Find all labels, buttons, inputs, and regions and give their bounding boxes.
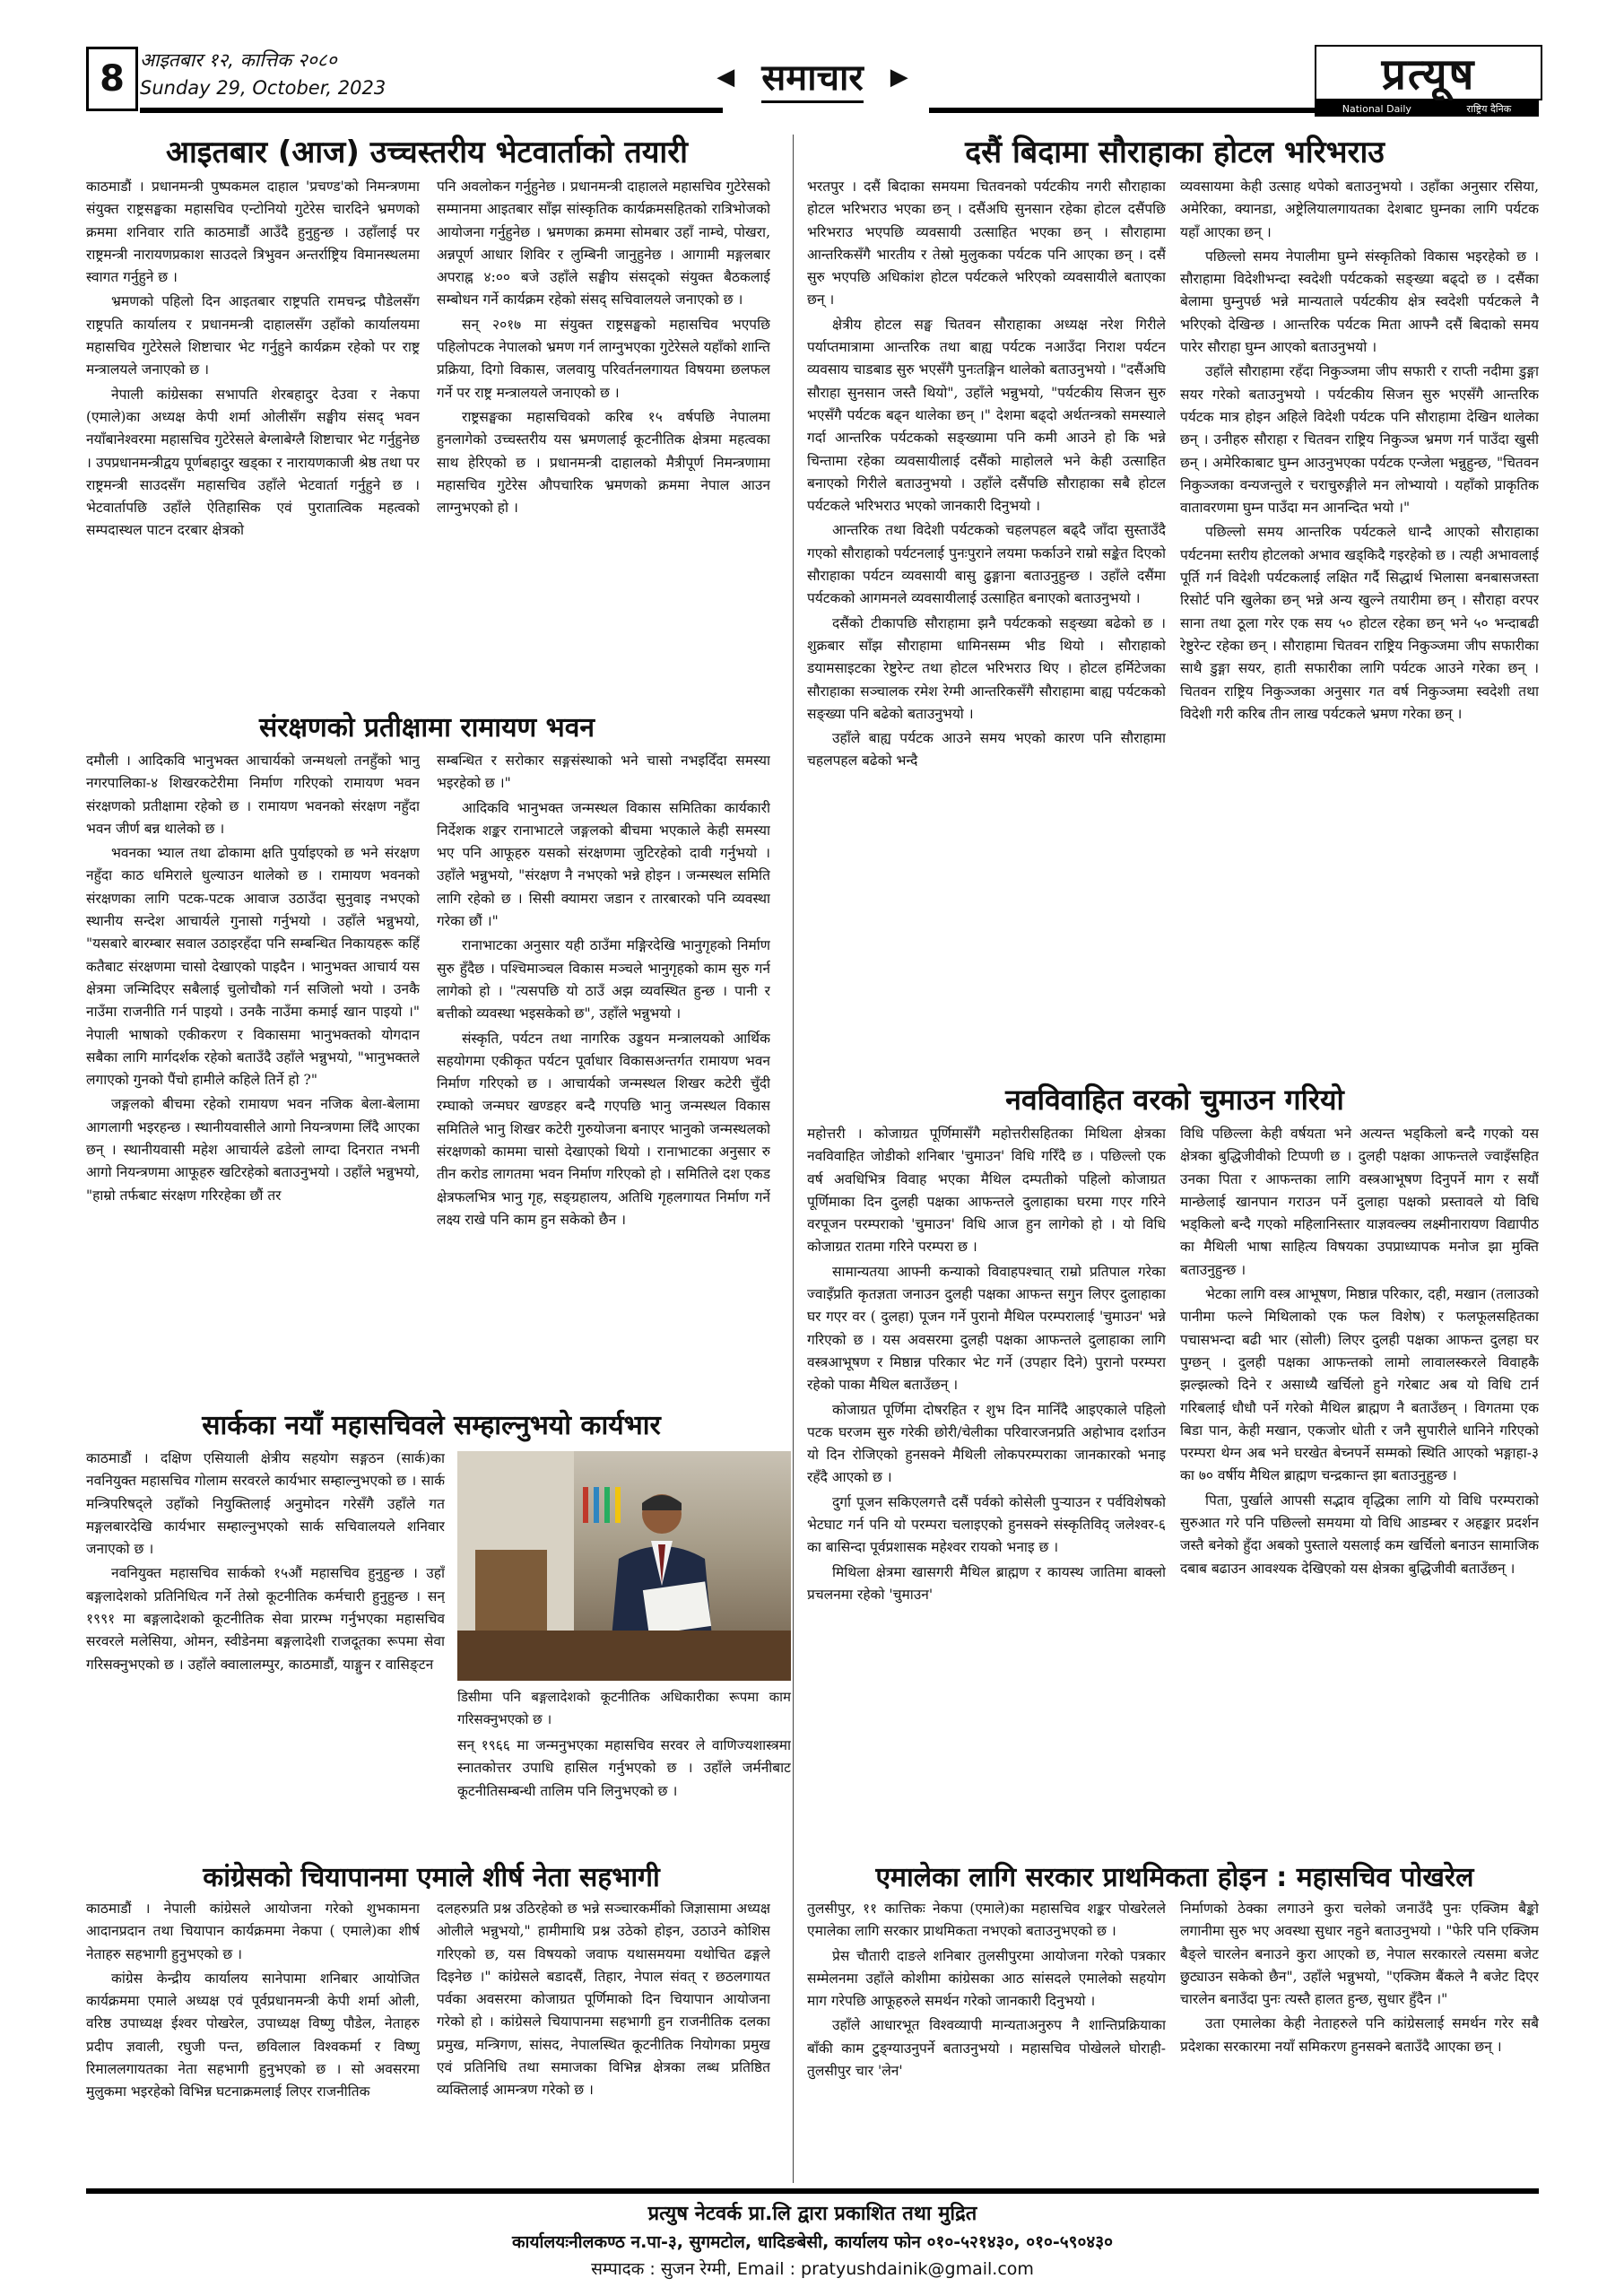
issue-date — [140, 47, 418, 106]
paragraph: उहाँले आधारभूत विश्वव्यापी मान्यताअनुरुप नै शान्तिप्रक्रियाका बाँकी काम टुङ्ग्याउनुपर्ने बताउनुभयो । महासचिव पोखेलले घोराही-तुलसीपुर चार 'लेन' — [807, 2017, 1166, 2080]
paragraph: उहाँले बाह्य पर्यटक आउने समय भएको कारण पनि सौराहामा चहलपहल बढेको भन्दै — [807, 730, 1166, 770]
headline-article-7: एमालेका लागि सरकार प्राथमिकता होइन : महासचिव पोखरेल — [875, 1862, 1474, 1893]
sarc-secretary-photo — [457, 1451, 791, 1681]
photo-document — [643, 1581, 711, 1634]
paragraph: तुलसीपुर, ११ कात्तिकः नेकपा (एमाले)का महासचिव शङ्कर पोखरेलले एमालेका लागि सरकार प्राथमिकता नभएको बताउनुभएको छ । — [807, 1900, 1166, 1940]
paragraph: सम्बन्धित र सरोकार सङ्गसंस्थाको भने चासो नभइदिँदा समस्या भइरहेको छ ।" — [437, 752, 770, 792]
article-7-col-1 — [807, 1898, 1166, 2183]
paragraph: प्रेस चौतारी दाङले शनिबार तुलसीपुरमा आयोजना गरेको पत्रकार सम्मेलनमा उहाँले कोशीमा कांग्रेसका आठ सांसदले एमालेको सहयोग माग गरेपछि आफूहरुले समर्थन गरेको जानकारी दिनुभयो । — [807, 1947, 1166, 2010]
paragraph: दसैंको टीकापछि सौराहामा झनै पर्यटकको सङ्ख्या बढेको छ । शुक्रबार साँझ सौराहामा धामिनसम्म भीड थियो । सौराहाको डयामसाइटका रेष्टुरेन्ट तथा होटल भरिभराउ थिए । होटल हर्मिटेजका सौराहाका सञ्चालक रमेश रेग्मी आन्तरिकसँगै सौराहामा बाह्य पर्यटकको सङ्ख्या पनि बढेको बताउनुभयो । — [807, 614, 1166, 722]
paragraph: सन् २०१७ मा संयुक्त राष्ट्रसङ्घको महासचिव भएपछि पहिलोपटक नेपालको भ्रमण गर्न लाग्नुभएका गुटेरेसले यहाँको शान्ति प्रक्रिया, दिगो विकास, जलवायु परिवर्तनलगायत विषयमा छलफल गर्ने पर राष्ट्र मन्त्रालयले जनाएको छ । — [437, 316, 770, 401]
publisher-line: प्रत्युष नेटवर्क प्रा.लि द्वारा प्रकाशित तथा मुद्रित — [647, 2203, 977, 2225]
paragraph: मिथिला क्षेत्रमा खासगरी मैथिल ब्राह्मण र कायस्थ जातिमा बाक्लो प्रचलनमा रहेको 'चुमाउन' — [807, 1563, 1166, 1603]
arrow-left-icon: ◀ — [716, 64, 735, 91]
logo-wordmark: प्रत्यूष — [1315, 45, 1542, 100]
paragraph: रानाभाटका अनुसार यही ठाउँमा मङ्गिरदेखि भानुगृहको निर्माण सुरु हुँदैछ । पश्चिमाञ्चल विकास मञ्चले भानुगृहको काम सुरु गर्न लागेको हो । "त्यसपछि यो ठाउँ अझ व्यवस्थित हुन्छ । पानी र बत्तीको व्यवस्था भइसकेको छ", उहाँले भन्नुभयो । — [437, 937, 770, 1022]
photo-flag — [583, 1487, 588, 1523]
paragraph: कांग्रेस केन्द्रीय कार्यालय सानेपामा शनिबार आयोजित कार्यक्रममा एमाले अध्यक्ष एवं पूर्वप्रधानमन्त्री केपी शर्मा ओली, वरिष्ठ उपाध्यक्ष ईश्वर पोखरेल, उपाध्यक्ष विष्णु पौडेल, नेताहरु प्रदीप ज्ञवाली, रघुजी पन्त, छविलाल विश्वकर्मा र विष्णु रिमाललगायतका नेता सहभागी हुनुभएको छ । सो अवसरमा मुलुकमा भइरहेको विभिन्न घटनाक्रमलाई लिएर राजनीतिक — [86, 1970, 420, 2100]
article-7-col-2 — [1180, 1898, 1539, 2183]
paragraph: व्यवसायमा केही उत्साह थपेको बताउनुभयो । उहाँका अनुसार रसिया, अमेरिका, क्यानडा, अष्ट्रेलियालगायतका देशबाट घुम्नका लागि पर्यटक यहाँ आएका छन् । — [1180, 178, 1539, 240]
column-divider — [793, 135, 794, 2183]
paragraph: आन्तरिक तथा विदेशी पर्यटकको चहलपहल बढ्दै जाँदा सुस्ताउँदै गएको सौराहाको पर्यटनलाई पुनःपुराने लयमा फर्काउने राम्रो सङ्केत दिएको सौराहाका पर्यटन व्यवसायी बासु ढुङ्गाना बताउनुहुन्छ । उहाँले दसैंमा पर्यटकको आगमनले व्यवसायीलाई उत्साहित बनाएको बताउनुभयो । — [807, 522, 1166, 607]
photo-desk — [457, 1631, 791, 1681]
paragraph: पिता, पुर्खाले आपसी सद्भाव वृद्धिका लागि यो विधि परम्पराको सुरुआत गरे पनि पछिल्लो समयमा यो विधि आडम्बर र अहङ्कार प्रदर्शन जस्तै बनेको हुँदा अबको पुस्ताले यसलाई कम खर्चिलो बनाउन सामाजिक दबाब बढाउन आवश्यक देखिएको यस क्षेत्रका बुद्धिजीवी बताउँछन् । — [1180, 1492, 1539, 1577]
article-4-col-1 — [86, 1448, 445, 1853]
paragraph: दलहरुप्रति प्रश्न उठिरहेको छ भन्ने सञ्चारकर्मीको जिज्ञासामा अध्यक्ष ओलीले भन्नुभयो," हामीमाथि प्रश्न उठेको होइन, उठाउने कोशिस गरिएको छ, यस विषयको जवाफ यथासमयमा यथोचित ढङ्गले दिइनेछ ।" कांग्रेसले बडादसैं, तिहार, नेपाल संवत् र छठलगायत पर्वका अवसरमा कोजाग्रत पूर्णिमाको दिन चियापान आयोजना गरेको हो । कांग्रेसले चियापानमा सहभागी हुन राजनीतिक दलका प्रमुख, मन्त्रिगण, सांसद, नेपालस्थित कूटनीतिक नियोगका प्रमुख एवं प्रतिनिधि तथा समाजका विभिन्न क्षेत्रका लब्ध प्रतिष्ठित व्यक्तिलाई आमन्त्रण गरेको छ । — [437, 1900, 770, 2099]
paragraph: आदिकवि भानुभक्त जन्मस्थल विकास समितिका कार्यकारी निर्देशक शङ्कर रानाभाटले जङ्गलको बीचमा भएकाले केही समस्या भए पनि आफूहरु यसको संरक्षणमा जुटिरहेको दावी गर्नुभयो । उहाँले भन्नुभयो, "संरक्षण नै नभएको भन्ने होइन । जन्मस्थल समिति लागि रहेको छ । सिसी क्यामरा जडान र तारबारको पनि व्यवस्था गरेका छौं ।" — [437, 799, 770, 930]
article-5-col-2 — [1180, 1123, 1539, 1840]
paragraph: पछिल्लो समय आन्तरिक पर्यटकले धान्दै आएको सौराहाका पर्यटनमा स्तरीय होटलको अभाव खड्किदै गइरहेको छ । त्यही अभावलाई पूर्ति गर्न विदेशी पर्यटकलाई लक्षित गर्दै सिद्धार्थ भिलासा बनबासजस्ता रिसोर्ट पनि खुलेका छन् भन्ने अन्य खुल्ने तयारीमा छन् । सौराहा वरपर साना तथा ठूला गरेर एक सय ५० होटल रहेका छन् भने ५० भन्दाबढी रेष्टुरेन्ट रहेका छन् । सौराहामा चितवन राष्ट्रिय निकुञ्जमा जीप सफारीका साथै डुङ्गा सयर, हाती सफारीका लागि पर्यटक आउने गरेका छन् । चितवन राष्ट्रिय निकुञ्जका अनुसार गत वर्ष निकुञ्जमा स्वदेशी तथा विदेशी गरी करिब तीन लाख पर्यटकले भ्रमण गरेका छन् । — [1180, 524, 1539, 722]
paragraph: राष्ट्रसङ्घका महासचिवको करिब १५ वर्षपछि नेपालमा हुनलागेको उच्चस्तरीय यस भ्रमणलाई कूटनीतिक क्षेत्रमा महत्वका साथ हेरिएको छ । प्रधानमन्त्री दाहालको मैत्रीपूर्ण निमन्त्रणामा महासचिव गुटेरेस औपचारिक भ्रमणको क्रममा नेपाल आउन लाग्नुभएको हो । — [437, 408, 770, 517]
headline-article-3: संरक्षणको प्रतीक्षामा रामायण भवन — [258, 712, 595, 744]
paragraph: सन् १९६६ मा जन्मनुभएका महासचिव सरवर ले वाणिज्यशास्त्रमा स्नातकोत्तर उपाधि हासिल गर्नुभएको छ । उहाँले जर्मनीबाट कूटनीतिसम्बन्धी तालिम पनि लिनुभएको छ । — [457, 1737, 791, 1799]
paragraph: दुर्गा पूजन सकिएलगत्तै दसैं पर्वको कोसेली पुऱ्याउन र पर्वविशेषको भेटघाट गर्न पनि यो परम्परा चलाइएको हुनसक्ने संस्कृतिविद् जलेश्वर-६ का बासिन्दा पूर्वप्रशासक महेश्वर रायको भनाइ छ । — [807, 1493, 1166, 1556]
article-5-col-1 — [807, 1123, 1166, 1840]
article-2-col-2 — [1180, 176, 1539, 1073]
headline-article-6: कांग्रेसको चियापानमा एमाले शीर्ष नेता सहभागी — [203, 1862, 660, 1893]
date-nepali: आइतबार १२, कात्तिक २०८० — [140, 49, 337, 71]
paragraph: क्षेत्रीय होटल सङ्घ चितवन सौराहाका अध्यक्ष नरेश गिरीले पर्याप्तमात्रामा आन्तरिक तथा बाह्य पर्यटक नआउँदा निराश पर्यटन व्यवसाय चाडबाड सुरु भएसँगै पुनःतङ्गिन थालेको बताउनुभयो । "दसैंअघि सौराहा सुनसान जस्तै थियो", उहाँले भन्नुभयो, "पर्यटकीय सिजन सुरु भएसँगै पर्यटक बढ्न थालेका छन् ।" देशमा बढ्दो अर्थतन्त्रको समस्याले गर्दा आन्तरिक पर्यटकको सङ्ख्यामा पनि कमी आउने हो कि भन्ने चिन्तामा रहेका व्यवसायीलाई दसैंको माहोलले भने केही उत्साहित बनाएको गिरीले बताउनुभयो । उहाँले दसैंपछि सौराहाका सबै होटल पर्यटकले भरिभराउ भएको जानकारी दिनुभयो । — [807, 316, 1166, 515]
logo-sub-english: National Daily — [1342, 102, 1411, 115]
paragraph: उता एमालेका केही नेताहरुले पनि कांग्रेसलाई समर्थन गरेर सबै प्रदेशका सरकारमा नयाँ समिकरण हुनसक्ने बताउँदै आएका छन् । — [1180, 2015, 1539, 2055]
paragraph: काठमाडौं । दक्षिण एसियाली क्षेत्रीय सहयोग सङ्गठन (सार्क)का नवनियुक्त महासचिव गोलाम सरवरले कार्यभार सम्हाल्नुभएको छ । सार्क मन्त्रिपरिषद्ले उहाँको नियुक्तिलाई अनुमोदन गरेसँगै उहाँले गत मङ्गलबारदेखि कार्यभार सम्हाल्नुभएको सार्क सचिवालयले शनिवार जनाएको छ । — [86, 1450, 445, 1558]
headline-article-1: आइतबार (आज) उच्चस्तरीय भेटवार्ताको तयारी — [166, 135, 688, 170]
imprint-footer — [86, 2188, 1539, 2287]
paragraph: निर्माणको ठेक्का लगाउने कुरा चलेको जनाउँदै पुनः एक्जिम बैङ्को लगानीमा सुरु भए अवस्था सुधार नहुने बताउनुभयो । "फेरि पनि एक्जिम बैङ्ले चारलेन बनाउने कुरा आएको छ, नेपाल सरकारले त्यसमा बजेट छुट्याउन सकेको छैन", उहाँले भन्नुभयो, "एक्जिम बैंकले नै बजेट दिएर चारलेन बनाउँदा पुनः त्यस्तै हालत हुन्छ, सुधार हुँदैन ।" — [1180, 1900, 1539, 2008]
paragraph: महोत्तरी । कोजाग्रत पूर्णिमासँगै महोत्तरीसहितका मिथिला क्षेत्रका नवविवाहित जोडीको शनिबार 'चुमाउन' विधि गरिँदै छ । पछिल्लो एक वर्ष अवधिभित्र विवाह भएका मैथिल दम्पतीको पहिलो कोजाग्रत पूर्णिमाका दिन दुलही पक्षका आफन्तले दुलाहाका घरमा गएर गरिने वरपूजन परम्पराको 'चुमाउन' विधि आज हुन लागेको हो । यो विधि कोजाग्रत रातमा गरिने परम्परा छ । — [807, 1126, 1166, 1256]
paragraph: सामान्यतया आफ्नी कन्याको विवाहपश्चात् राम्रो प्रतिपाल गरेका ज्वाइँप्रति कृतज्ञता जनाउन दुलही पक्षका आफन्त सगुन लिएर दुलाहाका घर गएर वर ( दुलहा) पूजन गर्ने पुरानो मैथिल परम्परालाई 'चुमाउन' भन्ने गरिएको छ । यस अवसरमा दुलही पक्षका आफन्तले दुलाहाका लागि वस्त्रआभूषण र मिष्ठान्न परिकार भेट गर्ने (उपहार दिने) पुरानो परम्परा रहेको पाका मैथिल बताउँछन् । — [807, 1263, 1166, 1394]
article-1-col-2 — [437, 176, 770, 700]
paragraph: जङ्गलको बीचमा रहेको रामायण भवन नजिक बेला-बेलामा आगलागी भइरहन्छ । स्थानीयवासीले आगो नियन्त्रणमा लिँदै आएका छन् । स्थानीयवासी महेश आचार्यले ढडेलो लाग्दा दिनरात नभनी आगो नियन्त्रणमा आफूहरु खटिरहेको बताउनुभयो । उहाँले भन्नुभयो, "हाम्रो तर्फबाट संरक्षण गरिरहेका छौं तर — [86, 1096, 420, 1204]
article-6-col-2 — [437, 1898, 770, 2183]
paragraph: दमौली । आदिकवि भानुभक्त आचार्यको जन्मथलो तनहुँको भानु नगरपालिका-४ शिखरकटेरीमा निर्माण गरिएको रामायण भवन संरक्षणको प्रतीक्षामा रहेको छ । रामायण भवनको संरक्षण नहुँदा भवन जीर्ण बन्न थालेको छ । — [86, 752, 420, 837]
article-2-col-1 — [807, 176, 1166, 1073]
article-4-caption: डिसीमा पनि बङ्गलादेशको कूटनीतिक अधिकारीका रूपमा काम गरिसक्नुभएको छ । — [457, 1689, 791, 1727]
logo-sub-nepali: राष्ट्रिय दैनिक — [1466, 102, 1512, 115]
paragraph: काठमाडौं । नेपाली कांग्रेसले आयोजना गरेको शुभकामना आदानप्रदान तथा चियापान कार्यक्रममा नेकपा ( एमाले)का शीर्ष नेताहरु सहभागी हुनुभएको छ । — [86, 1900, 420, 1962]
article-1-col-1 — [86, 176, 420, 700]
paragraph: नवनियुक्त महासचिव सार्कको १५औं महासचिव हुनुहुन्छ । उहाँ बङ्गलादेशको प्रतिनिधित्व गर्ने तेस्रो कूटनीतिक कर्मचारी हुनुहुन्छ । सन् १९९१ मा बङ्गलादेशको कूटनीतिक सेवा प्रारम्भ गर्नुभएका महासचिव सरवरले मलेसिया, ओमन, स्वीडेनमा बङ्गलादेशी राजदूतका रूपमा सेवा गरिसक्नुभएको छ । उहाँले क्वालालम्पुर, काठमाडौं, याङ्गुन र वासिङ्टन — [86, 1565, 445, 1673]
paragraph: उहाँले सौराहामा रहँदा निकुञ्जमा जीप सफारी र राप्ती नदीमा डुङ्गा सयर गरेको बताउनुभयो । पर्यटकीय सिजन सुरु भएसँगै आन्तरिक पर्यटक मात्र होइन अहिले विदेशी पर्यटक पनि सौराहामा देखिन थालेका छन् । उनीहरु सौराहा र चितवन राष्ट्रिय निकुञ्ज भ्रमण गर्न पाउँदा खुसी छन् । अमेरिकाबाट घुम्न आउनुभएका पर्यटक एन्जेला भन्नुहुन्छ, "चितवन निकुञ्जका वन्यजन्तुले र चराचुरुङ्गीले मन लोभ्यायो । यहाँको प्राकृतिक वातावरणमा घुम्न पाउँदा मन आनन्दित भयो ।" — [1180, 363, 1539, 517]
editor-email-line: सम्पादक : सुजन रेग्मी, Email : pratyushdainik@gmail.com — [591, 2259, 1034, 2279]
masthead — [86, 45, 1539, 117]
paragraph: भरतपुर । दसैं बिदाका समयमा चितवनको पर्यटकीय नगरी सौराहाका होटल भरिभराउ भएका छन् । दसैंअघि सुनसान रहेका होटल दसैंपछि भरिभराउ भएपछि व्यवसायी उत्साहित भएका छन् । सौराहामा आन्तरिकसँगै भारतीय र तेस्रो मुलुकका पर्यटक पनि आएका छन् । दसैं सुरु भएपछि अधिकांश होटल पर्यटकले भरिएको व्यवसायीले बताएका छन् । — [807, 178, 1166, 309]
section-banner — [678, 45, 947, 109]
headline-article-4: सार्कका नयाँ महासचिवले सम्हाल्नुभयो कार्यभार — [202, 1410, 661, 1441]
headline-article-2: दसैं बिदामा सौराहाका होटल भरिभराउ — [965, 135, 1385, 170]
paragraph: पनि अवलोकन गर्नुहुनेछ । प्रधानमन्त्री दाहालले महासचिव गुटेरेसको सम्मानमा आइतबार साँझ सांस्कृतिक कार्यक्रमसहितको रात्रिभोजको आयोजना गर्नुहुनेछ । भ्रमणका क्रममा सोमबार उहाँ नाम्चे, पोखरा, अन्नपूर्ण आधार शिविर र लुम्बिनी जानुहुनेछ । आगामी मङ्गलबार अपराह्न ४:०० बजे उहाँले सङ्घीय संसद्को संयुक्त बैठकलाई सम्बोधन गर्ने कार्यक्रम रहेको संसद् सचिवालयले जनाएको छ । — [437, 178, 770, 309]
date-english: Sunday 29, October, 2023 — [140, 77, 386, 99]
newspaper-logo — [1315, 45, 1539, 118]
office-address-line: कार्यालयःनीलकण्ठ न.पा-३, सुगमटोल, धादिङबेसी, कार्यालय फोन ०१०-५२१४३०, ०१०-५९०४३० — [511, 2232, 1114, 2252]
article-4-col-2 — [457, 1735, 791, 1853]
logo-strip — [1315, 100, 1539, 117]
paragraph: भेटका लागि वस्त्र आभूषण, मिष्ठान्न परिकार, दही, मखान (तलाउको पानीमा फल्ने मिथिलाको एक फल विशेष) र फलफूलसहितका पचासभन्दा बढी भार (सोली) लिएर दुलही पक्षका आफन्त दुलहा घर पुग्छन् । दुलही पक्षका आफन्तको लामो लावालस्करले विवाहकै झल्झल्को दिने र असाध्यै खर्चिलो हुने गरेबाट अब यो विधि टार्न गरिबलाई धौधौ पर्ने गरेको मैथिल ब्राह्मण नै बताउँछन् । विगतमा एक बिडा पान, केही मखान, एकजोर धोती र जनै सुपारीले धानिने गरिएको परम्परा थेग्न अब भने घरखेत बेच्नपर्ने सम्मको स्थिति आएको भङ्गाहा-३ का ७० वर्षीय मैथिल ब्राह्मण चन्द्रकान्त झा बताउनुहुन्छ । — [1180, 1286, 1539, 1484]
page-number: 8 — [86, 47, 138, 111]
article-3-col-1 — [86, 750, 420, 1440]
article-3-col-2 — [437, 750, 770, 1440]
article-6-col-1 — [86, 1898, 420, 2183]
arrow-right-icon: ▶ — [890, 64, 908, 91]
section-title: समाचार — [761, 51, 863, 103]
paragraph: विधि पछिल्ला केही वर्षयता भने अत्यन्त भड्किलो बन्दै गएको यस क्षेत्रका बुद्धिजीवीको टिप्पणी छ । दुलही पक्षका आफन्तले ज्वाइँसहित उनका पिता र आफन्तका लागि वस्त्रआभूषण दिनुपर्ने माग र सयौं मान्छेलाई खानपान गराउन पर्ने दुलाहा पक्षको प्रस्तावले यो विधि भड्किलो बन्दै गएको महिलानिस्तार याज्ञवल्क्य लक्ष्मीनारायण विद्यापीठ का मैथिली भाषा साहित्य विषयका उपप्राध्यापक मनोज झा मुक्ति बताउनुहुन्छ । — [1180, 1126, 1539, 1278]
paragraph: संस्कृति, पर्यटन तथा नागरिक उड्डयन मन्त्रालयको आर्थिक सहयोगमा एकीकृत पर्यटन पूर्वाधार विकासअन्तर्गत रामायण भवन निर्माण गरिएको छ । आचार्यको जन्मस्थल शिखर कटेरी चुँदी रम्घाको जन्मघर खण्डहर बन्दै गएपछि भानु जन्मस्थल विकास समितिले भानु शिखर कटेरी गुरुयोजना बनाएर भानुको जन्मस्थलको संरक्षणको काममा चासो देखाएको थियो । रानाभाटका अनुसार रु तीन करोड लागतमा भवन निर्माण गरिएको हो । समितिले दश एकड क्षेत्रफलभित्र भानु गृह, सङ्ग्रहालय, अतिथि गृहलगायत निर्माण गर्ने लक्ष्य राखे पनि काम हुन सकेको छैन । — [437, 1030, 770, 1228]
paragraph: कोजाग्रत पूर्णिमा दोषरहित र शुभ दिन मानिँदै आइएकाले पहिलो पटक घरजम सुरु गरेकी छोरी/चेलीका परिवारजनप्रति अहोभाव दर्शाउन यो दिन रोजिएको हुनसक्ने मैथिली लोकपरम्पराका जानकारको भनाइ रहँदै आएको छ । — [807, 1401, 1166, 1486]
paragraph: काठमाडौं । प्रधानमन्त्री पुष्पकमल दाहाल 'प्रचण्ड'को निमन्त्रणमा संयुक्त राष्ट्रसङ्घका महासचिव एन्टोनियो गुटेरेस चारदिने भ्रमणको क्रममा शनिवार राति काठमाडौं आउँदै हुनुहुन्छ । उहाँलाई पर राष्ट्रमन्त्री नारायणप्रकाश साउदले त्रिभुवन अन्तर्राष्ट्रिय विमानस्थलमा स्वागत गर्नुहुने छ । — [86, 178, 420, 286]
masthead-rule-left — [140, 108, 723, 113]
paragraph: पछिल्लो समय नेपालीमा घुम्ने संस्कृतिको विकास भइरहेको छ । सौराहामा विदेशीभन्दा स्वदेशी पर्यटकको सङ्ख्या बढ्दो छ । दसैंका बेलामा घुम्नुपर्छ भन्ने मान्यताले पर्यटकीय क्षेत्र स्वदेशी पर्यटकले नै भरिएको देखिन्छ । आन्तरिक पर्यटक मिता आफ्नै दसैं बिदाको समय पारेर सौराहा घुम्न आएको बताउनुभयो । — [1180, 248, 1539, 356]
paragraph: नेपाली कांग्रेसका सभापति शेरबहादुर देउवा र नेकपा (एमाले)का अध्यक्ष केपी शर्मा ओलीसँग सङ्घीय संसद् भवन नयाँबानेश्वरमा महासचिव गुटेरेसले बेग्लाबेग्लै शिष्टाचार भेट गर्नुहुनेछ । उपप्रधानमन्त्रीद्वय पूर्णबहादुर खड्का र नारायणकाजी श्रेष्ठ तथा पर राष्ट्रमन्त्री साउदसँग महासचिव उहाँले भेटवार्ता गर्नुहुने छ । भेटवार्तापछि उहाँले ऐतिहासिक एवं पुरातात्विक महत्वको सम्पदास्थल पाटन दरबार क्षेत्रको — [86, 386, 420, 539]
paragraph: भ्रमणको पहिलो दिन आइतबार राष्ट्रपति रामचन्द्र पौडेलसँग राष्ट्रपति कार्यालय र प्रधानमन्त्री दाहालसँग उहाँको कार्यालयमा महासचिव गुटेरेसले शिष्टाचार भेट गर्नुहुने कार्यक्रम रहेको पर राष्ट्र मन्त्रालयले जनाएको छ । — [86, 293, 420, 378]
paragraph: भवनका भ्याल तथा ढोकामा क्षति पुर्याइएको छ भने संरक्षण नहुँदा काठ धमिराले धुल्याउन थालेको छ । रामायण भवनको संरक्षणका लागि पटक-पटक आवाज उठाउँदा सुनुवाइ नभएको स्थानीय सन्देश आचार्यले गुनासो गर्नुभयो । उहाँले भन्नुभयो, "यसबारे बारम्बार सवाल उठाइरहँदा पनि सम्बन्धित निकायहरू कहिँ कतैबाट संरक्षणमा चासो देखाएको पाइदैन । भानुभक्त आचार्य यस क्षेत्रमा जन्मिदिएर सबैलाई चुलोचौको गर्न सजिलो भयो । उनकै नाउँमा राजनीति गर्न पाइयो । उनकै नाउँमा कमाई खान पाइयो ।" नेपाली भाषाको एकीकरण र विकासमा भानुभक्तको योगदान सबैका लागि मार्गदर्शक रहेको बताउँदै उहाँले भन्नुभयो, "भानुभक्तले लगाएको गुनको पैंचो हामीले कहिले तिर्ने हो ?" — [86, 845, 420, 1089]
headline-article-5: नवविवाहित वरको चुमाउन गरियो — [1005, 1083, 1344, 1117]
